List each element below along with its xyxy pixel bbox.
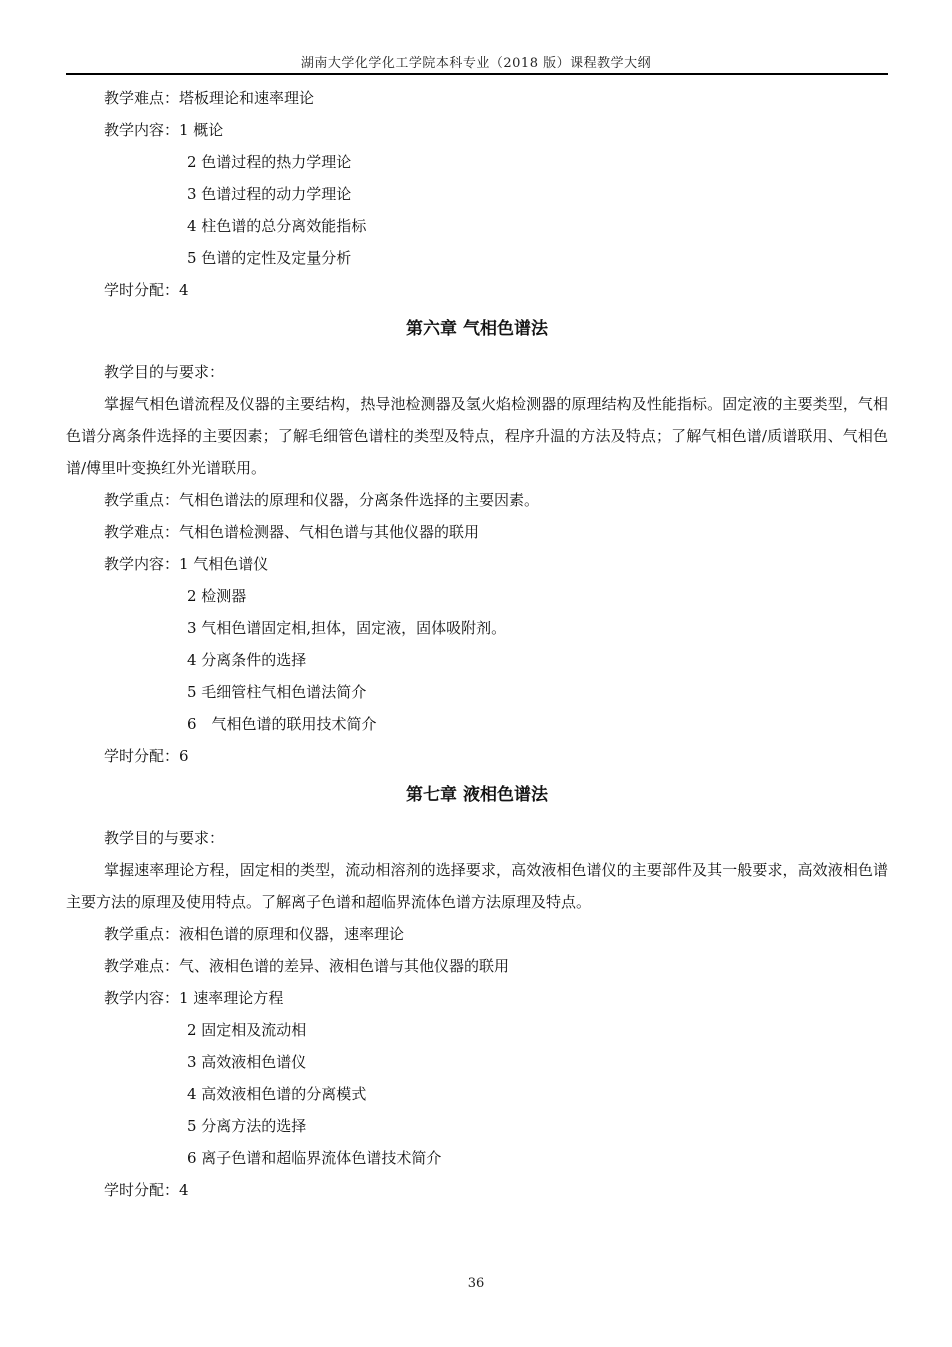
chapter-7-title: 第七章 液相色谱法 xyxy=(406,785,548,805)
content-list-item: 4 高效液相色谱的分离模式 xyxy=(187,1085,367,1103)
hours-allocation: 学时分配：4 xyxy=(104,1181,189,1199)
teaching-difficulty: 教学难点：塔板理论和速率理论 xyxy=(104,89,315,107)
content-list-item: 2 检测器 xyxy=(187,587,247,605)
content-list-item: 3 高效液相色谱仪 xyxy=(187,1053,307,1071)
content-list-item: 3 气相色谱固定相,担体，固定液，固体吸附剂。 xyxy=(187,619,507,637)
teaching-difficulty: 教学难点：气相色谱检测器、气相色谱与其他仪器的联用 xyxy=(104,523,480,541)
hours-allocation: 学时分配：6 xyxy=(104,747,189,765)
content-list-item: 6 离子色谱和超临界流体色谱技术简介 xyxy=(187,1149,442,1167)
content-list-item: 5 色谱的定性及定量分析 xyxy=(187,249,352,267)
teaching-goal-text: 掌握气相色谱流程及仪器的主要结构，热导池检测器及氢火焰检测器的原理结构及性能指标。固定液的主要类型，气相色谱分离条件选择的主要因素；了解毛细管色谱柱的类型及特点，程序升温的方法及特点；了解气相色谱/质谱联用、气相色谱/傅里叶变换红外光谱联用。 xyxy=(66,395,888,477)
content-list-item: 2 固定相及流动相 xyxy=(187,1021,307,1039)
teaching-goal-text: 掌握速率理论方程，固定相的类型，流动相溶剂的选择要求，高效液相色谱仪的主要部件及其一般要求，高效液相色谱主要方法的原理及使用特点。了解离子色谱和超临界流体色谱方法原理及特点。 xyxy=(66,861,888,911)
teaching-content-heading: 教学内容：1 气相色谱仪 xyxy=(104,555,269,573)
teaching-content-heading: 教学内容：1 概论 xyxy=(104,121,224,139)
content-list-item: 2 色谱过程的热力学理论 xyxy=(187,153,352,171)
content-list-item: 4 分离条件的选择 xyxy=(187,651,307,669)
teaching-key-points: 教学重点：气相色谱法的原理和仪器，分离条件选择的主要因素。 xyxy=(104,491,540,509)
content-list-item: 5 毛细管柱气相色谱法简介 xyxy=(187,683,367,701)
content-list-item: 6 气相色谱的联用技术简介 xyxy=(187,715,377,733)
hours-allocation: 学时分配：4 xyxy=(104,281,189,299)
teaching-key-points: 教学重点：液相色谱的原理和仪器，速率理论 xyxy=(104,925,405,943)
header-divider xyxy=(66,73,888,75)
content-list-item: 3 色谱过程的动力学理论 xyxy=(187,185,352,203)
teaching-content-heading: 教学内容：1 速率理论方程 xyxy=(104,989,284,1007)
teaching-goal-label: 教学目的与要求： xyxy=(104,363,225,381)
teaching-difficulty: 教学难点：气、液相色谱的差异、液相色谱与其他仪器的联用 xyxy=(104,957,510,975)
teaching-goal-label: 教学目的与要求： xyxy=(104,829,225,847)
page-header-title: 湖南大学化学化工学院本科专业（2018 版）课程教学大纲 xyxy=(300,56,652,71)
content-list-item: 4 柱色谱的总分离效能指标 xyxy=(187,217,367,235)
document-body xyxy=(66,82,888,1206)
content-list-item: 5 分离方法的选择 xyxy=(187,1117,307,1135)
page-number: 36 xyxy=(467,1276,485,1291)
chapter-6-title: 第六章 气相色谱法 xyxy=(406,319,548,339)
